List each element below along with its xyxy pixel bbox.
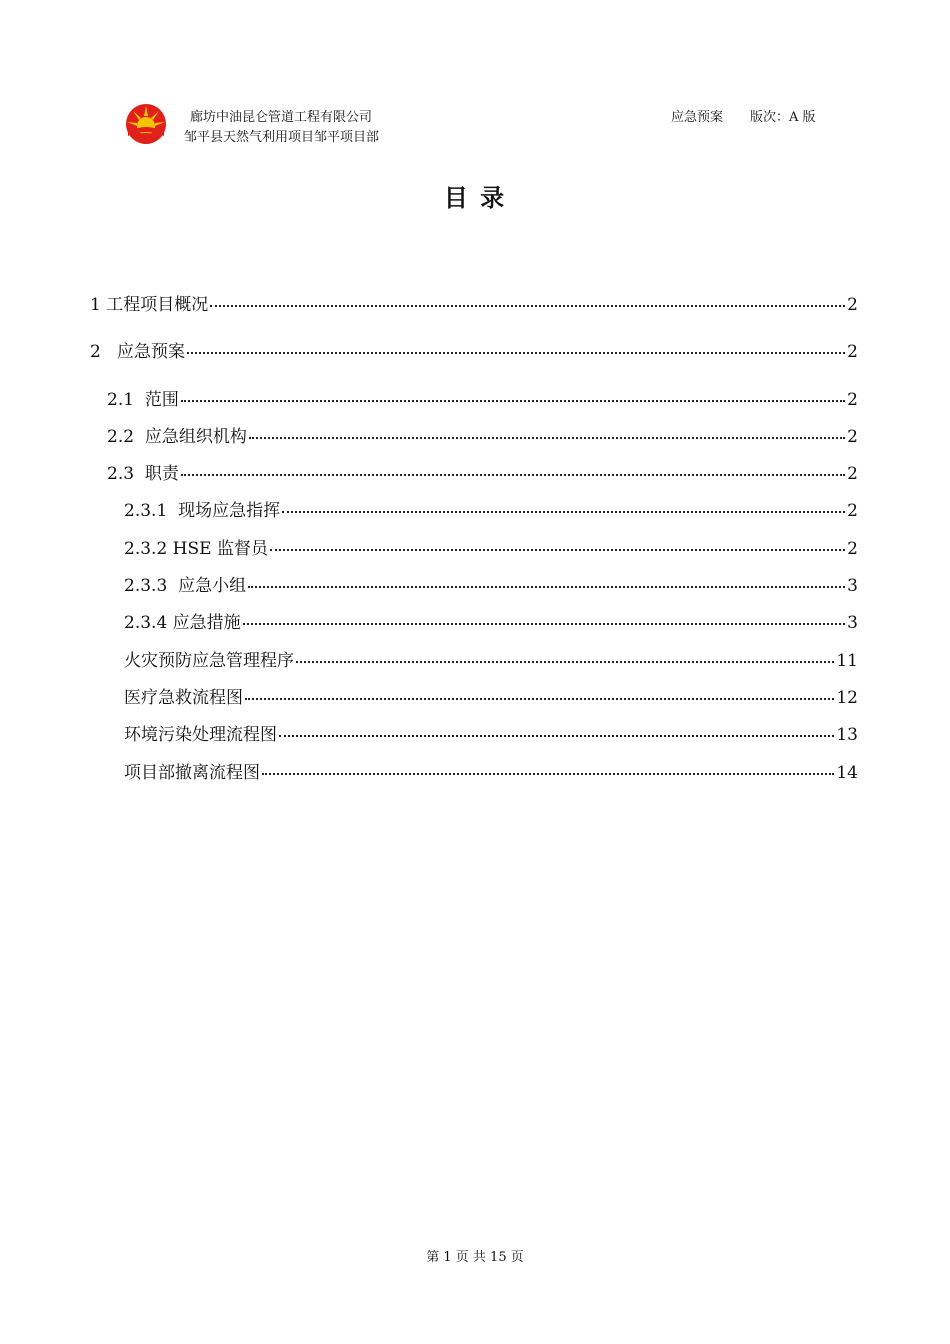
toc-dot-leader [245, 698, 834, 700]
toc-page-number: 14 [836, 763, 858, 783]
toc-dot-leader [279, 735, 834, 737]
toc-entry-text: 医疗急救流程图 [124, 688, 243, 708]
toc-page-number: 2 [847, 427, 858, 447]
toc-page-number: 2 [847, 342, 858, 362]
project-name: 邹平县天然气利用项目邹平项目部 [184, 130, 380, 145]
toc-entry-2-1[interactable] [107, 389, 858, 411]
toc-entry-text: 项目部撤离流程图 [124, 763, 260, 783]
toc-dot-leader [248, 586, 845, 588]
toc-page-number: 3 [847, 613, 858, 633]
toc-entry-text: 2.2 应急组织机构 [107, 427, 247, 447]
petrochina-logo-icon [124, 102, 168, 146]
page-header [0, 0, 950, 160]
toc-entry-text: 2 应急预案 [90, 342, 186, 362]
toc-dot-leader [181, 400, 845, 402]
toc-entry-evacuation[interactable] [124, 762, 858, 784]
toc-page-number: 11 [836, 651, 858, 671]
toc-page-number: 2 [847, 390, 858, 410]
toc-entry-2-2[interactable] [107, 426, 858, 448]
toc-entry-text: 2.3.3 应急小组 [124, 576, 247, 596]
page-title: 目 录 [443, 183, 507, 212]
toc-dot-leader [243, 623, 846, 625]
toc-entry-2-3-4[interactable] [124, 612, 858, 634]
toc-entry-text: 2.1 范围 [107, 390, 179, 410]
document-type: 应急预案 [671, 110, 724, 125]
toc-dot-leader [249, 437, 845, 439]
toc-entry-2-3-2[interactable] [124, 538, 858, 560]
page-footer: 第 1 页 共 15 页 [426, 1250, 524, 1265]
toc-entry-text: 2.3.1 现场应急指挥 [124, 501, 281, 521]
toc-dot-leader [181, 474, 845, 476]
toc-dot-leader [210, 305, 845, 307]
toc-page-number: 12 [836, 688, 858, 708]
toc-page-number: 2 [847, 464, 858, 484]
toc-entry-text: 1 工程项目概况 [90, 295, 209, 315]
company-name: 廊坊中油昆仑管道工程有限公司 [190, 110, 373, 125]
toc-entry-text: 火灾预防应急管理程序 [124, 651, 294, 671]
toc-dot-leader [187, 352, 845, 354]
toc-dot-leader [282, 511, 845, 513]
toc-entry-2-3-1[interactable] [124, 500, 858, 522]
document-version: 版次：A 版 [750, 110, 816, 125]
toc-page-number: 2 [847, 501, 858, 521]
toc-page-number: 13 [836, 725, 858, 745]
toc-entry-text: 2.3.2 HSE 监督员 [124, 539, 268, 559]
toc-entry-2[interactable] [90, 341, 858, 363]
toc-page-number: 2 [847, 295, 858, 315]
toc-entry-text: 2.3 职责 [107, 464, 179, 484]
toc-entry-text: 2.3.4 应急措施 [124, 613, 241, 633]
toc-page-number: 3 [847, 576, 858, 596]
toc-entry-2-3-3[interactable] [124, 575, 858, 597]
toc-dot-leader [296, 661, 834, 663]
toc-dot-leader [262, 773, 834, 775]
toc-entry-fire-prevention[interactable] [124, 650, 858, 672]
toc-entry-1[interactable] [90, 294, 858, 316]
toc-entry-2-3[interactable] [107, 463, 858, 485]
toc-dot-leader [270, 549, 845, 551]
toc-page-number: 2 [847, 539, 858, 559]
toc-entry-text: 环境污染处理流程图 [124, 725, 277, 745]
toc-entry-pollution[interactable] [124, 724, 858, 746]
toc-entry-medical-aid[interactable] [124, 687, 858, 709]
